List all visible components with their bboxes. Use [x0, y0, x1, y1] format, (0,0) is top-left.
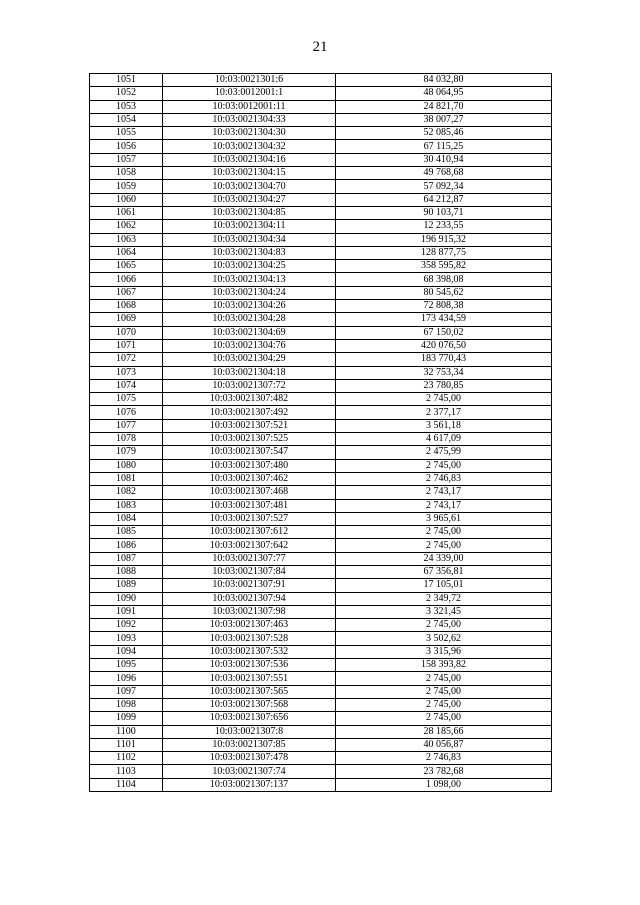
cadastral-number-cell: 10:03:0021304:11	[163, 220, 336, 233]
row-number-cell: 1063	[90, 233, 163, 246]
cadastral-number-cell: 10:03:0021307:551	[163, 672, 336, 685]
value-cell: 72 808,38	[336, 300, 552, 313]
value-cell: 30 410,94	[336, 153, 552, 166]
value-cell: 2 743,17	[336, 499, 552, 512]
cadastral-number-cell: 10:03:0021307:612	[163, 526, 336, 539]
table-row	[90, 419, 552, 432]
value-cell: 84 032,80	[336, 74, 552, 87]
row-number-cell: 1088	[90, 565, 163, 578]
value-cell: 32 753,34	[336, 366, 552, 379]
value-cell: 173 434,59	[336, 313, 552, 326]
cadastral-number-cell: 10:03:0021304:29	[163, 353, 336, 366]
table-row	[90, 725, 552, 738]
table-row	[90, 459, 552, 472]
table-row	[90, 752, 552, 765]
cadastral-number-cell: 10:03:0021304:13	[163, 273, 336, 286]
value-cell: 2 745,00	[336, 393, 552, 406]
value-cell: 48 064,95	[336, 87, 552, 100]
cadastral-number-cell: 10:03:0021304:32	[163, 140, 336, 153]
row-number-cell: 1052	[90, 87, 163, 100]
table-row	[90, 273, 552, 286]
table-row	[90, 167, 552, 180]
row-number-cell: 1086	[90, 539, 163, 552]
value-cell: 90 103,71	[336, 206, 552, 219]
cadastral-number-cell: 10:03:0021301:6	[163, 74, 336, 87]
table-row	[90, 393, 552, 406]
cadastral-number-cell: 10:03:0021307:137	[163, 778, 336, 791]
table-row	[90, 193, 552, 206]
cadastral-number-cell: 10:03:0021307:478	[163, 752, 336, 765]
row-number-cell: 1070	[90, 326, 163, 339]
cadastral-number-cell: 10:03:0021307:565	[163, 685, 336, 698]
table-row	[90, 486, 552, 499]
cadastral-number-cell: 10:03:0021304:70	[163, 180, 336, 193]
cadastral-number-cell: 10:03:0021304:34	[163, 233, 336, 246]
cadastral-number-cell: 10:03:0021307:642	[163, 539, 336, 552]
value-cell: 358 595,82	[336, 260, 552, 273]
cadastral-number-cell: 10:03:0021307:532	[163, 645, 336, 658]
cadastral-number-cell: 10:03:0021307:84	[163, 565, 336, 578]
row-number-cell: 1076	[90, 406, 163, 419]
value-cell: 2 745,00	[336, 526, 552, 539]
table-row	[90, 619, 552, 632]
table-row	[90, 300, 552, 313]
row-number-cell: 1089	[90, 579, 163, 592]
cadastral-number-cell: 10:03:0021307:77	[163, 552, 336, 565]
value-cell: 67 115,25	[336, 140, 552, 153]
table-row	[90, 180, 552, 193]
table-row	[90, 113, 552, 126]
row-number-cell: 1102	[90, 752, 163, 765]
row-number-cell: 1094	[90, 645, 163, 658]
cadastral-number-cell: 10:03:0021307:91	[163, 579, 336, 592]
cadastral-number-cell: 10:03:0021307:94	[163, 592, 336, 605]
value-cell: 17 105,01	[336, 579, 552, 592]
row-number-cell: 1078	[90, 433, 163, 446]
table-row	[90, 353, 552, 366]
value-cell: 23 780,85	[336, 379, 552, 392]
table-row	[90, 127, 552, 140]
row-number-cell: 1081	[90, 472, 163, 485]
value-cell: 2 349,72	[336, 592, 552, 605]
row-number-cell: 1057	[90, 153, 163, 166]
cadastral-number-cell: 10:03:0021307:481	[163, 499, 336, 512]
cadastral-number-cell: 10:03:0012001:1	[163, 87, 336, 100]
cadastral-number-cell: 10:03:0021304:27	[163, 193, 336, 206]
row-number-cell: 1101	[90, 738, 163, 751]
table-row	[90, 260, 552, 273]
value-cell: 2 746,83	[336, 472, 552, 485]
row-number-cell: 1062	[90, 220, 163, 233]
value-cell: 2 745,00	[336, 685, 552, 698]
row-number-cell: 1077	[90, 419, 163, 432]
table-row	[90, 446, 552, 459]
row-number-cell: 1071	[90, 339, 163, 352]
table-row	[90, 74, 552, 87]
row-number-cell: 1083	[90, 499, 163, 512]
cadastral-number-cell: 10:03:0021307:528	[163, 632, 336, 645]
table-row	[90, 499, 552, 512]
value-cell: 3 502,62	[336, 632, 552, 645]
cadastral-number-cell: 10:03:0021304:83	[163, 246, 336, 259]
value-cell: 24 821,70	[336, 100, 552, 113]
table-row	[90, 406, 552, 419]
value-cell: 64 212,87	[336, 193, 552, 206]
row-number-cell: 1099	[90, 712, 163, 725]
value-cell: 128 877,75	[336, 246, 552, 259]
value-cell: 2 746,83	[336, 752, 552, 765]
table-row	[90, 206, 552, 219]
cadastral-number-cell: 10:03:0021304:33	[163, 113, 336, 126]
row-number-cell: 1075	[90, 393, 163, 406]
cadastral-number-cell: 10:03:0021304:24	[163, 286, 336, 299]
value-cell: 2 745,00	[336, 712, 552, 725]
row-number-cell: 1073	[90, 366, 163, 379]
value-cell: 2 745,00	[336, 698, 552, 711]
table-row	[90, 366, 552, 379]
table-row	[90, 579, 552, 592]
value-cell: 40 056,87	[336, 738, 552, 751]
value-cell: 2 377,17	[336, 406, 552, 419]
cadastral-number-cell: 10:03:0021304:85	[163, 206, 336, 219]
cadastral-value-table	[89, 73, 552, 792]
value-cell: 67 356,81	[336, 565, 552, 578]
cadastral-number-cell: 10:03:0021307:536	[163, 659, 336, 672]
table-row	[90, 153, 552, 166]
table-row	[90, 592, 552, 605]
table-row	[90, 246, 552, 259]
row-number-cell: 1092	[90, 619, 163, 632]
row-number-cell: 1093	[90, 632, 163, 645]
table-row	[90, 433, 552, 446]
table-row	[90, 233, 552, 246]
row-number-cell: 1084	[90, 512, 163, 525]
table-row	[90, 698, 552, 711]
value-cell: 158 393,82	[336, 659, 552, 672]
table-row	[90, 220, 552, 233]
row-number-cell: 1079	[90, 446, 163, 459]
page-number: 21	[312, 39, 328, 55]
cadastral-number-cell: 10:03:0021307:547	[163, 446, 336, 459]
cadastral-number-cell: 10:03:0021304:76	[163, 339, 336, 352]
row-number-cell: 1066	[90, 273, 163, 286]
value-cell: 38 007,27	[336, 113, 552, 126]
value-cell: 67 150,02	[336, 326, 552, 339]
row-number-cell: 1059	[90, 180, 163, 193]
value-cell: 49 768,68	[336, 167, 552, 180]
row-number-cell: 1060	[90, 193, 163, 206]
row-number-cell: 1065	[90, 260, 163, 273]
row-number-cell: 1098	[90, 698, 163, 711]
value-cell: 24 339,00	[336, 552, 552, 565]
table-row	[90, 379, 552, 392]
row-number-cell: 1095	[90, 659, 163, 672]
cadastral-number-cell: 10:03:0021307:656	[163, 712, 336, 725]
value-cell: 3 965,61	[336, 512, 552, 525]
cadastral-number-cell: 10:03:0021304:18	[163, 366, 336, 379]
table-row	[90, 326, 552, 339]
value-cell: 2 745,00	[336, 672, 552, 685]
cadastral-number-cell: 10:03:0021307:98	[163, 605, 336, 618]
cadastral-number-cell: 10:03:0021304:26	[163, 300, 336, 313]
cadastral-number-cell: 10:03:0021304:28	[163, 313, 336, 326]
table-row	[90, 539, 552, 552]
cadastral-number-cell: 10:03:0021307:492	[163, 406, 336, 419]
cadastral-number-cell: 10:03:0012001:11	[163, 100, 336, 113]
cadastral-number-cell: 10:03:0021307:85	[163, 738, 336, 751]
value-cell: 4 617,09	[336, 433, 552, 446]
row-number-cell: 1058	[90, 167, 163, 180]
value-cell: 3 321,45	[336, 605, 552, 618]
table-row	[90, 659, 552, 672]
table-row	[90, 526, 552, 539]
table-row	[90, 765, 552, 778]
value-cell: 3 315,96	[336, 645, 552, 658]
value-cell: 28 185,66	[336, 725, 552, 738]
table-row	[90, 632, 552, 645]
table-row	[90, 140, 552, 153]
cadastral-number-cell: 10:03:0021304:30	[163, 127, 336, 140]
value-cell: 52 085,46	[336, 127, 552, 140]
row-number-cell: 1072	[90, 353, 163, 366]
row-number-cell: 1104	[90, 778, 163, 791]
cadastral-number-cell: 10:03:0021307:72	[163, 379, 336, 392]
table-row	[90, 645, 552, 658]
row-number-cell: 1103	[90, 765, 163, 778]
value-cell: 3 561,18	[336, 419, 552, 432]
table-row	[90, 565, 552, 578]
cadastral-number-cell: 10:03:0021304:69	[163, 326, 336, 339]
row-number-cell: 1051	[90, 74, 163, 87]
row-number-cell: 1091	[90, 605, 163, 618]
value-cell: 23 782,68	[336, 765, 552, 778]
table-row	[90, 512, 552, 525]
row-number-cell: 1053	[90, 100, 163, 113]
table-row	[90, 87, 552, 100]
row-number-cell: 1056	[90, 140, 163, 153]
cadastral-number-cell: 10:03:0021307:525	[163, 433, 336, 446]
table-row	[90, 778, 552, 791]
value-cell: 2 745,00	[336, 459, 552, 472]
cadastral-number-cell: 10:03:0021307:8	[163, 725, 336, 738]
row-number-cell: 1082	[90, 486, 163, 499]
row-number-cell: 1096	[90, 672, 163, 685]
cadastral-number-cell: 10:03:0021307:521	[163, 419, 336, 432]
table-row	[90, 672, 552, 685]
table-row	[90, 738, 552, 751]
cadastral-number-cell: 10:03:0021307:74	[163, 765, 336, 778]
cadastral-number-cell: 10:03:0021304:15	[163, 167, 336, 180]
cadastral-number-cell: 10:03:0021307:480	[163, 459, 336, 472]
cadastral-number-cell: 10:03:0021307:463	[163, 619, 336, 632]
table-row	[90, 313, 552, 326]
cadastral-number-cell: 10:03:0021307:527	[163, 512, 336, 525]
row-number-cell: 1069	[90, 313, 163, 326]
cadastral-number-cell: 10:03:0021307:468	[163, 486, 336, 499]
table-row	[90, 685, 552, 698]
row-number-cell: 1090	[90, 592, 163, 605]
table-row	[90, 712, 552, 725]
table-body	[90, 74, 552, 792]
table-row	[90, 100, 552, 113]
value-cell: 12 233,55	[336, 220, 552, 233]
value-cell: 2 475,99	[336, 446, 552, 459]
row-number-cell: 1061	[90, 206, 163, 219]
row-number-cell: 1074	[90, 379, 163, 392]
row-number-cell: 1055	[90, 127, 163, 140]
value-cell: 1 098,00	[336, 778, 552, 791]
value-cell: 68 398,08	[336, 273, 552, 286]
table-row	[90, 339, 552, 352]
value-cell: 57 092,34	[336, 180, 552, 193]
row-number-cell: 1085	[90, 526, 163, 539]
value-cell: 196 915,32	[336, 233, 552, 246]
row-number-cell: 1080	[90, 459, 163, 472]
table-row	[90, 286, 552, 299]
table-row	[90, 552, 552, 565]
value-cell: 420 076,50	[336, 339, 552, 352]
table-row	[90, 472, 552, 485]
value-cell: 183 770,43	[336, 353, 552, 366]
row-number-cell: 1068	[90, 300, 163, 313]
row-number-cell: 1067	[90, 286, 163, 299]
row-number-cell: 1054	[90, 113, 163, 126]
cadastral-number-cell: 10:03:0021307:568	[163, 698, 336, 711]
value-cell: 80 545,62	[336, 286, 552, 299]
value-cell: 2 745,00	[336, 539, 552, 552]
cadastral-number-cell: 10:03:0021304:25	[163, 260, 336, 273]
cadastral-number-cell: 10:03:0021304:16	[163, 153, 336, 166]
value-cell: 2 743,17	[336, 486, 552, 499]
table-row	[90, 605, 552, 618]
cadastral-number-cell: 10:03:0021307:462	[163, 472, 336, 485]
row-number-cell: 1064	[90, 246, 163, 259]
row-number-cell: 1097	[90, 685, 163, 698]
row-number-cell: 1087	[90, 552, 163, 565]
row-number-cell: 1100	[90, 725, 163, 738]
value-cell: 2 745,00	[336, 619, 552, 632]
cadastral-number-cell: 10:03:0021307:482	[163, 393, 336, 406]
